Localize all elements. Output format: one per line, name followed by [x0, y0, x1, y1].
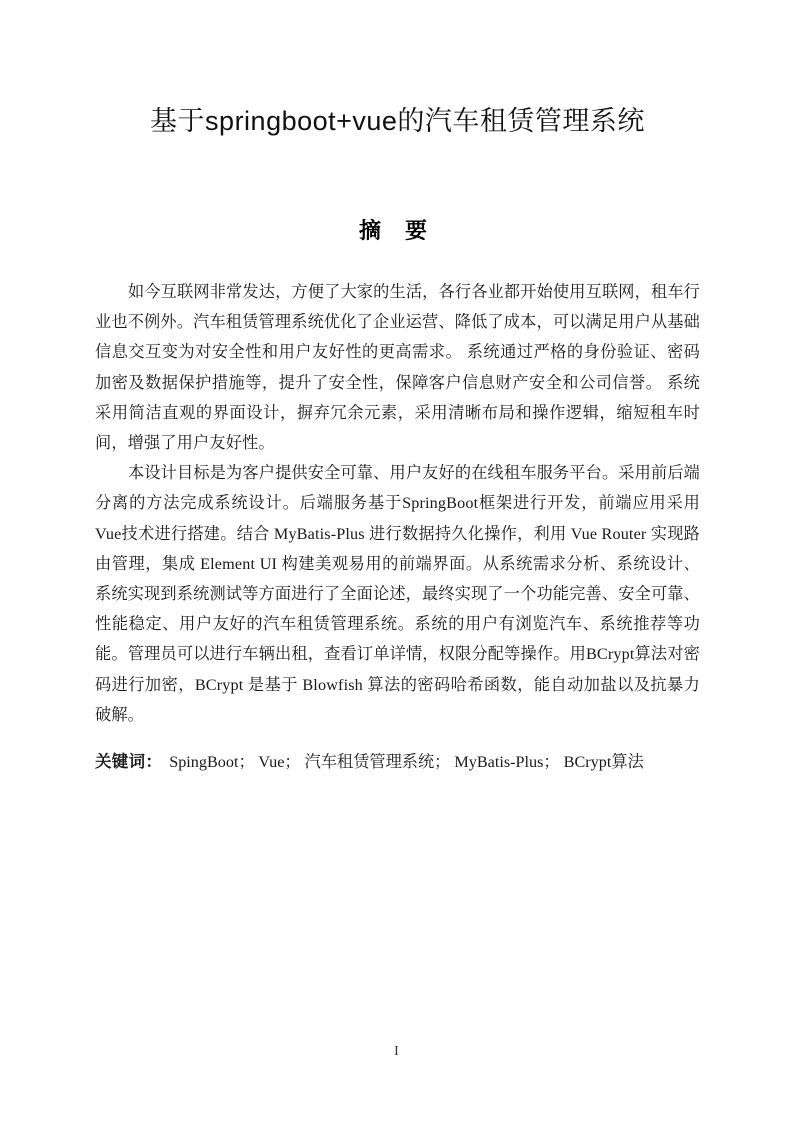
page-number: I	[394, 1044, 399, 1059]
keywords-label: 关键词：	[95, 752, 163, 771]
paragraph: 如今互联网非常发达，方便了大家的生活，各行各业都开始使用互联网，租车行业也不例外。汽车租赁管理系统优化了企业运营、降低了成本，可以满足用户从基础信息交互变为对安全性和用户友好性的更高需求。 系统通过严格的身份验证、密码加密及数据保护措施等，提升了安全性，保障客户信息财产安全和公司信誉。 系统采用简洁直观的界面设计，摒弃冗余元素，采用清晰布局和操作逻辑，缩短租车时间，增强了用户友好性。	[95, 283, 700, 453]
keywords-list: SpingBoot； Vue； 汽车租赁管理系统； MyBatis-Plus； BCrypt算法	[169, 753, 644, 771]
paragraph: 本设计目标是为客户提供安全可靠、用户友好的在线租车服务平台。采用前后端分离的方法完成系统设计。后端服务基于SpringBoot框架进行开发，前端应用采用Vue技术进行搭建。结合 MyBatis-Plus 进行数据持久化操作，利用 Vue Router 实现路由管理，集成 Element UI 构建美观易用的前端界面。从系统需求分析、系统设计、系统实现到系统测试等方面进行了全面论述，最终实现了一个功能完善、安全可靠、性能稳定、用户友好的汽车租赁管理系统。系统的用户有浏览汽车、系统推荐等功能。管理员可以进行车辆出租，查看订单详情，权限分配等操作。用BCrypt算法对密码进行加密，BCrypt 是基于 Blowfish 算法的密码哈希函数，能自动加盐以及抗暴力破解。	[95, 464, 700, 724]
abstract-body	[95, 277, 700, 730]
section-heading-abstract: 摘 要	[358, 218, 437, 243]
page-title: 基于springboot+vue的汽车租赁管理系统	[150, 106, 645, 136]
keywords-line	[95, 748, 700, 776]
